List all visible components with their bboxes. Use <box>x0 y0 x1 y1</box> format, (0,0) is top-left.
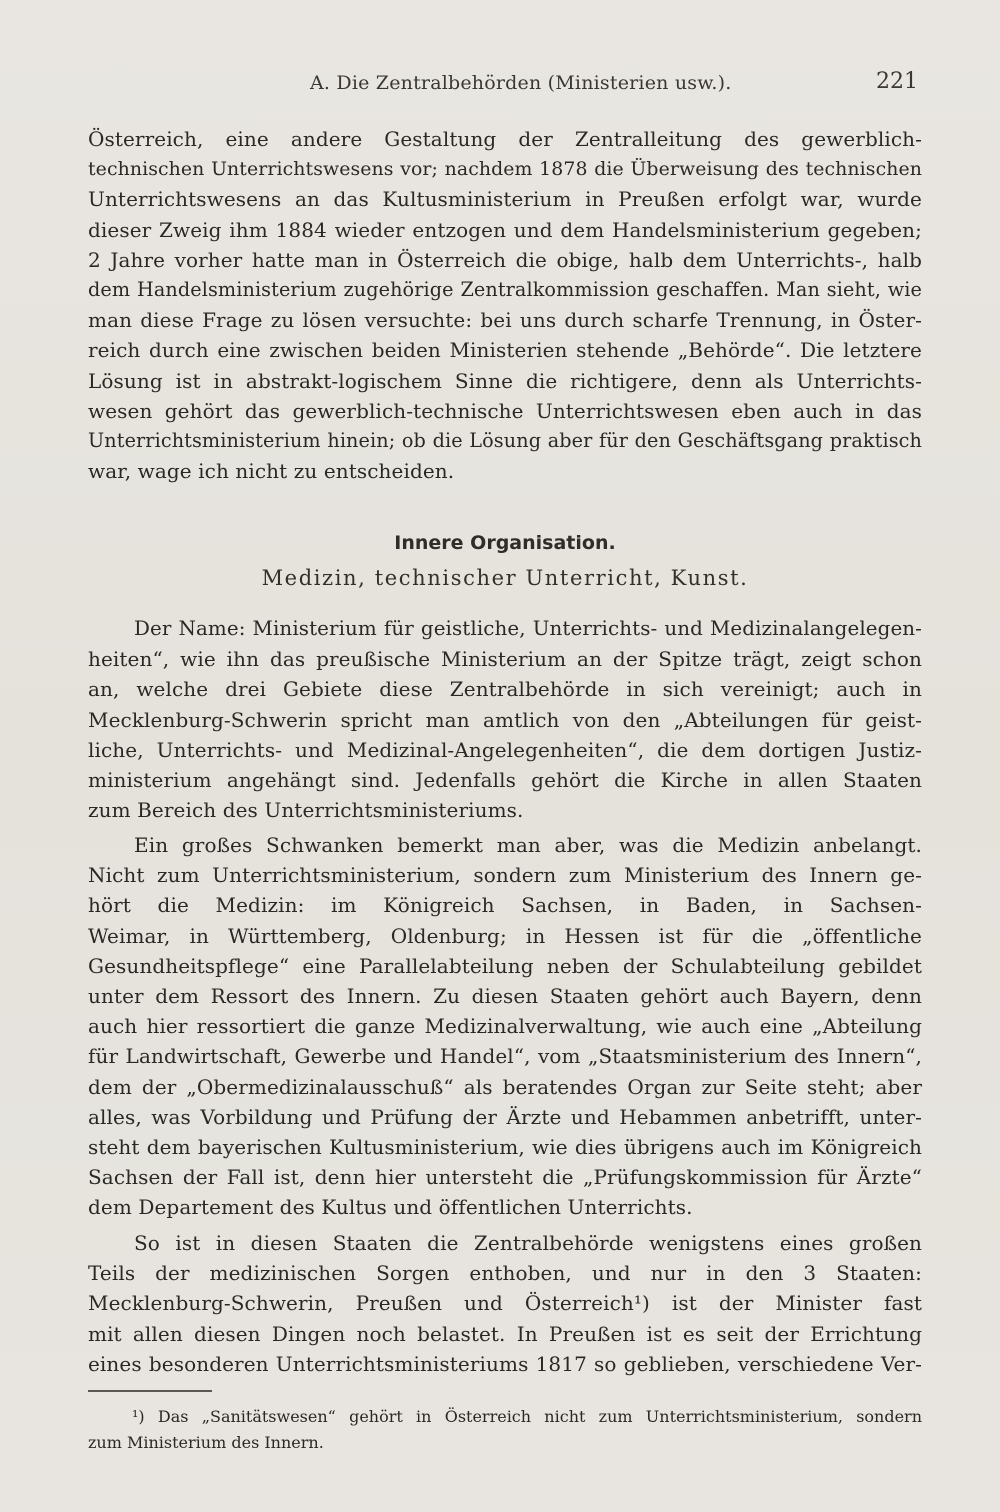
text-line: reich durch eine zwischen beiden Ministerien stehende „Behörde“. Die letztere <box>88 338 922 363</box>
paragraph-4 <box>88 1228 922 1379</box>
text-line: Sachsen der Fall ist, denn hier untersteht die „Prüfungskommission für Ärzte“ <box>88 1165 922 1190</box>
text-line: heiten“, wie ihn das preußische Ministerium an der Spitze trägt, zeigt schon <box>88 647 922 672</box>
text-line: dem Departement des Kultus und öffentlichen Unterrichts. <box>88 1195 693 1220</box>
text-line: Gesundheitspflege“ eine Parallelabteilung neben der Schulabteilung gebildet <box>88 953 922 978</box>
footnote <box>88 1404 922 1456</box>
text-line: dem Handelsministerium zugehörige Zentralkommission geschaffen. Man sieht, wie <box>88 278 922 302</box>
text-line: mit allen diesen Dingen noch belastet. In Preußen ist es seit der Errichtung <box>88 1321 922 1346</box>
footnote-line: ¹) Das „Sanitätswesen“ gehört in Österreich nicht zum Unterrichtsministerium, sondern <box>132 1407 922 1426</box>
text-line: Lösung ist in abstrakt-logischem Sinne die richtigere, denn als Unterrichts- <box>88 368 922 393</box>
running-head <box>88 69 918 104</box>
text-line: an, welche drei Gebiete diese Zentralbehörde in sich vereinigt; auch in <box>88 677 922 702</box>
text-line: dieser Zweig ihm 1884 wieder entzogen und dem Handelsministerium gegeben; <box>88 217 922 242</box>
text-line: auch hier ressortiert die ganze Medizinalverwaltung, wie auch eine „Abteilung <box>88 1014 922 1039</box>
text-line: man diese Frage zu lösen versuchte: bei uns durch scharfe Trennung, in Öster- <box>88 308 922 333</box>
text-line: steht dem bayerischen Kultusministerium, wie dies übrigens auch im Königreich <box>88 1135 922 1160</box>
section-subheading: Medizin, technischer Unterricht, Kunst. <box>261 566 749 590</box>
text-line: Teils der medizinischen Sorgen enthoben, und nur in den 3 Staaten: <box>88 1261 922 1286</box>
text-line: für Landwirtschaft, Gewerbe und Handel“, vom „Staatsministerium des Innern“, <box>88 1044 922 1069</box>
running-title: A. Die Zentralbehörden (Ministerien usw.). <box>310 72 732 94</box>
text-line: eines besonderen Unterrichtsministeriums 1817 so geblieben, verschiedene Ver- <box>88 1351 922 1376</box>
text-line: alles, was Vorbildung und Prüfung der Ärzte und Hebammen anbetrifft, unter- <box>88 1104 922 1129</box>
text-line: ministerium angehängt sind. Jedenfalls gehört die Kirche in allen Staaten <box>88 768 922 793</box>
paragraph-2 <box>88 614 922 825</box>
text-line: war, wage ich nicht zu entscheiden. <box>88 459 455 484</box>
text-line: liche, Unterrichts- und Medizinal-Angelegenheiten“, die dem dortigen Justiz- <box>88 737 922 762</box>
paragraph-1 <box>88 124 922 486</box>
footnote-divider <box>88 1390 212 1392</box>
page-number: 221 <box>876 69 918 94</box>
text-line: hört die Medizin: im Königreich Sachsen, in Baden, in Sachsen- <box>88 893 922 918</box>
text-line: Unterrichtswesens an das Kultusministerium in Preußen erfolgt war, wurde <box>88 187 922 212</box>
section-heading: Innere Organisation. <box>394 532 616 554</box>
text-line: Österreich, eine andere Gestaltung der Zentralleitung des gewerblich- <box>88 127 922 151</box>
text-line: Weimar, in Württemberg, Oldenburg; in Hessen ist für die „öffentliche <box>88 923 922 948</box>
text-line: zum Bereich des Unterrichtsministeriums. <box>88 798 524 823</box>
text-line: Unterrichtsministerium hinein; ob die Lösung aber für den Geschäftsgang praktisch <box>88 429 922 453</box>
text-line: technischen Unterrichtswesens vor; nachdem 1878 die Überweisung des technischen <box>88 158 922 181</box>
text-line: Ein großes Schwanken bemerkt man aber, was die Medizin anbelangt. <box>134 833 922 857</box>
text-line: Mecklenburg-Schwerin spricht man amtlich von den „Abteilungen für geist- <box>88 707 922 732</box>
text-line: Nicht zum Unterrichtsministerium, sondern zum Ministerium des Innern ge- <box>88 863 922 888</box>
text-line: So ist in diesen Staaten die Zentralbehörde wenigstens eines großen <box>134 1231 922 1255</box>
text-line: 2 Jahre vorher hatte man in Österreich die obige, halb dem Unterrichts-, halb <box>88 247 922 272</box>
text-line: dem der „Obermedizinalausschuß“ als beratendes Organ zur Seite steht; aber <box>88 1074 922 1099</box>
text-line: Mecklenburg-Schwerin, Preußen und Österreich¹) ist der Minister fast <box>88 1291 922 1316</box>
paragraph-3 <box>88 830 922 1223</box>
text-line: unter dem Ressort des Innern. Zu diesen Staaten gehört auch Bayern, denn <box>88 984 922 1009</box>
text-line: Der Name: Ministerium für geistliche, Unterrichts- und Medizinalangelegen- <box>134 617 922 640</box>
footnote-line: zum Ministerium des Innern. <box>88 1433 324 1452</box>
text-line: wesen gehört das gewerblich-technische Unterrichtswesen eben auch in das <box>88 398 922 423</box>
